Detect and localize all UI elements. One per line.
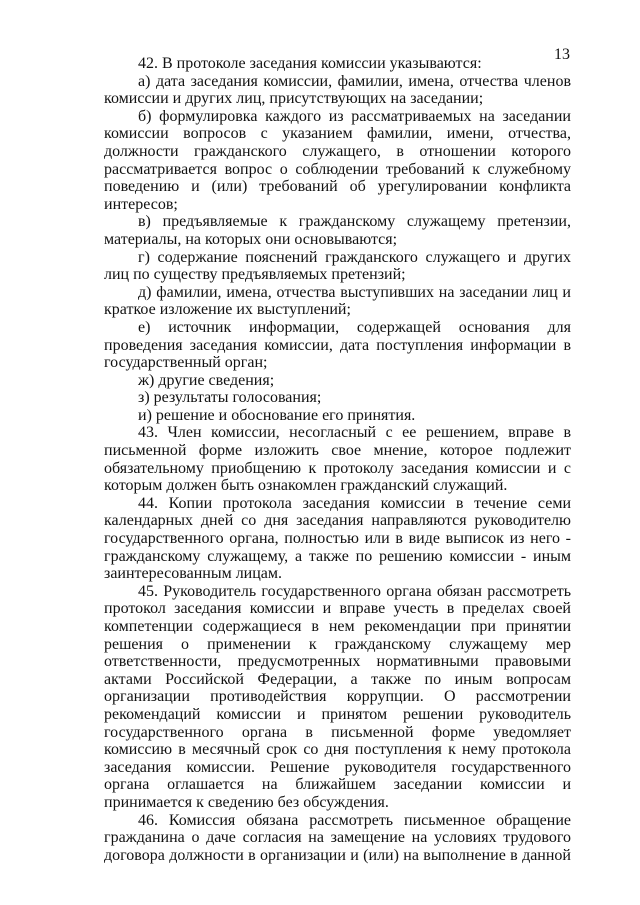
paragraph-42-d: д) фамилии, имена, отчества выступивших на заседании лиц и краткое изложение их выступлений;	[104, 283, 571, 319]
paragraph-44: 44. Копии протокола заседания комиссии в течение семи календарных дней со дня заседания направляются руководителю государственного органа, полностью или в виде выписок из него - гражданскому служащему, а также по решению комиссии - иным заинтересованным лицам.	[104, 494, 571, 583]
paragraph-46: 46. Комиссия обязана рассмотреть письменное обращение гражданина о даче согласия на замещение на условиях трудового договора должности в организации и (или) на выполнение в данной	[104, 811, 571, 864]
paragraph-45: 45. Руководитель государственного органа обязан рассмотреть протокол заседания комиссии и вправе учесть в пределах своей компетенции содержащиеся в нем рекомендации при принятии решения о применении к гражданскому служащему мер ответственности, предусмотренных нормативными правовыми актами Российской Федерации, а также по иным вопросам организации противодействия коррупции. О рассмотрении рекомендаций комиссии и принятом решении руководитель государственного органа в письменной форме уведомляет комиссию в месячный срок со дня поступления к нему протокола заседания комиссии. Решение руководителя государственного органа оглашается на ближайшем заседании комиссии и принимается к сведению без обсуждения.	[104, 582, 571, 811]
paragraph-42-v: в) предъявляемые к гражданскому служащему претензии, материалы, на которых они основываются;	[104, 213, 571, 248]
paragraph-42-e: е) источник информации, содержащей основания для проведения заседания комиссии, дата поступления информации в государственный орган;	[104, 318, 571, 372]
paragraph-42-b: б) формулировка каждого из рассматриваемых на заседании комиссии вопросов с указанием фамилии, имени, отчества, должности гражданского служащего, в отношении которого рассматривается вопрос о соблюдении требований к служебному поведению и (или) требований об урегулировании конфликта интересов;	[104, 107, 571, 213]
paragraph-42: 42. В протоколе заседания комиссии указываются:	[138, 55, 482, 72]
paragraph-42-z: з) результаты голосования;	[138, 389, 322, 407]
paragraph-43: 43. Член комиссии, несогласный с ее решением, вправе в письменной форме изложить свое мнение, которое подлежит обязательному приобщению к протоколу заседания комиссии и с которым должен быть ознакомлен гражданский служащий.	[104, 424, 571, 495]
paragraph-42-g: г) содержание пояснений гражданского служащего и других лиц по существу предъявляемых претензий;	[104, 248, 571, 284]
paragraph-42-zh: ж) другие сведения;	[138, 371, 275, 389]
paragraph-42-i: и) решение и обоснование его принятия.	[138, 406, 416, 424]
page-number: 13	[554, 46, 570, 63]
paragraph-42-a: а) дата заседания комиссии, фамилии, имена, отчества членов комиссии и других лиц, присутствующих на заседании;	[104, 72, 571, 108]
document-body	[104, 55, 571, 864]
